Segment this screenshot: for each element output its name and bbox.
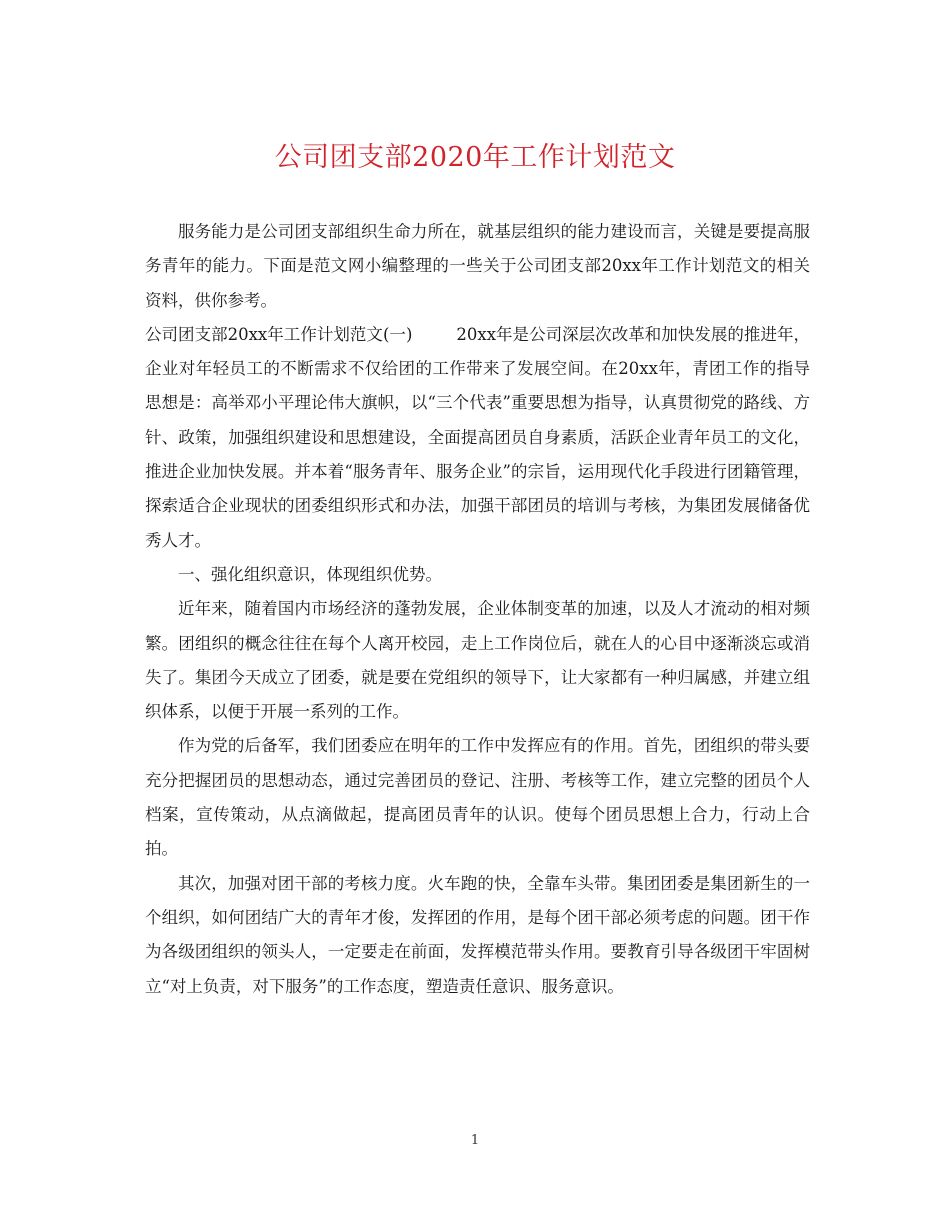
body-paragraph-1: 近年来，随着国内市场经济的蓬勃发展，企业体制变革的加速，以及人才流动的相对频繁。团组织的概念往往在每个人离开校园，走上工作岗位后，就在人的心目中逐渐淡忘或消失了。集团今天成立了团委，就是要在党组织的领导下，让大家都有一种归属感，并建立组织体系，以便于开展一系列的工作。 bbox=[145, 599, 810, 722]
page-number: 1 bbox=[470, 1133, 480, 1148]
section-title: 公司团支部20xx年工作计划范文(一) bbox=[145, 324, 413, 344]
body-paragraph-2: 作为党的后备军，我们团委应在明年的工作中发挥应有的作用。首先，团组织的带头要充分把握团员的思想动态，通过完善团员的登记、注册、考核等工作，建立完整的团员个人档案，宣传策动，从点滴做起，提高团员青年的认识。使每个团员思想上合力，行动上合拍。 bbox=[145, 736, 810, 859]
section-lead-text: 20xx年是公司深层次改革和加快发展的推进年，企业对年轻员工的不断需求不仅给团的工作带来了发展空间。在20xx年，青团工作的指导思想是：高举邓小平理论伟大旗帜，以“三个代表”重要思想为指导，认真贯彻党的路线、方针、政策，加强组织建设和思想建设，全面提高团员自身素质，活跃企业青年员工的文化，推进企业加快发展。并本着“服务青年、服务企业”的宗旨，运用现代化手段进行团籍管理，探索适合企业现状的团委组织形式和办法，加强干部团员的培训与考核，为集团发展储备优秀人才。 bbox=[145, 324, 811, 550]
document-title: 公司团支部2020年工作计划范文 bbox=[274, 142, 676, 173]
section-paragraph bbox=[145, 318, 810, 558]
intro-paragraph: 服务能力是公司团支部组织生命力所在，就基层组织的能力建设而言，关键是要提高服务青年的能力。下面是范文网小编整理的一些关于公司团支部20xx年工作计划范文的相关资料，供你参考。 bbox=[145, 222, 810, 310]
subheading-paragraph: 一、强化组织意识，体现组织优势。 bbox=[178, 564, 442, 584]
body-paragraph-3: 其次，加强对团干部的考核力度。火车跑的快，全靠车头带。集团团委是集团新生的一个组织，如何团结广大的青年才俊，发挥团的作用，是每个团干部必须考虑的问题。团干作为各级团组织的领头人，一定要走在前面，发挥模范带头作用。要教育引导各级团干牢固树立“对上负责，对下服务”的工作态度，塑造责任意识、服务意识。 bbox=[145, 873, 810, 996]
document-body bbox=[145, 215, 810, 1004]
